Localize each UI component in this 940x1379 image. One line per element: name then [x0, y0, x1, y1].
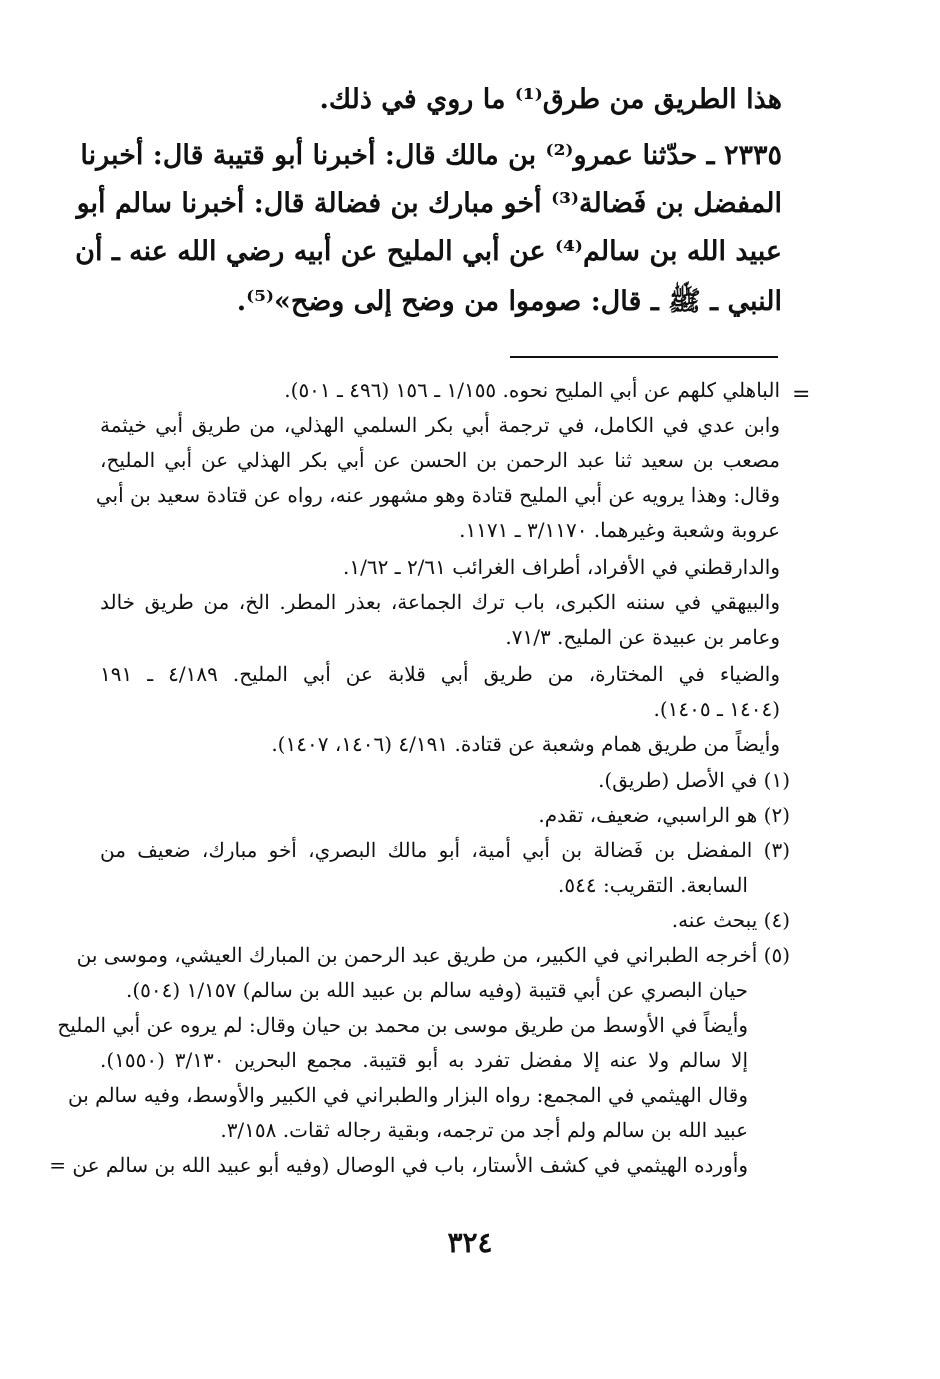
footnote-line: والبيهقي في سننه الكبرى، باب ترك الجماعة، بعذر المطر. الخ، من طريق خالد: [100, 590, 780, 614]
footnote-line: عروبة وشعبة وغيرهما. ٣/١١٧٠ ـ ١١٧١.: [459, 518, 780, 542]
hadith-2335-line-3: عبيد الله بن سالم⁽⁴⁾ عن أبي المليح عن أبيه رضي الله عنه ـ أن: [75, 236, 782, 267]
footnote-line: وقال: وهذا يرويه عن أبي المليح قتادة وهو مشهور عنه، رواه عن قتادة سعيد بن أبي: [95, 483, 780, 507]
footnote-5-cont: وأيضاً في الأوسط من طريق موسى بن محمد بن حيان وقال: لم يروه عن أبي المليح: [57, 1013, 748, 1037]
main-line-1: هذا الطريق من طرق⁽¹⁾ ما روي في ذلك.: [319, 84, 782, 115]
hadith-2335-line-1: ٢٣٣٥ ـ حدّثنا عمرو⁽²⁾ بن مالك قال: أخبرنا أبو قتيبة قال: أخبرنا: [80, 140, 782, 171]
footnote-5: (٥) أخرجه الطبراني في الكبير، من طريق عبد الرحمن بن المبارك العيشي، وموسى بن: [76, 943, 790, 967]
footnote-line: الباهلي كلهم عن أبي المليح نحوه. ١/١٥٥ ـ ١٥٦ (٤٩٦ ـ ٥٠١).: [284, 378, 780, 402]
hadith-2335-line-4: النبي ـ ﷺ ـ قال: صوموا من وضح إلى وضح»⁽⁵⁾.: [236, 286, 782, 317]
footnote-line: والضياء في المختارة، من طريق أبي قلابة عن أبي المليح. ٤/١٨٩ ـ ١٩١: [100, 662, 781, 686]
footnote-3: (٣) المفضل بن فَضالة بن أبي أمية، أبو مالك البصري، أخو مبارك، ضعيف من: [100, 838, 790, 862]
footnote-5-cont: إلا سالم ولا عنه إلا مفضل تفرد به أبو قتيبة. مجمع البحرين ٣/١٣٠ (١٥٥٠).: [100, 1048, 748, 1072]
footnote-4: (٤) يبحث عنه.: [671, 908, 790, 932]
footnote-5-cont: وقال الهيثمي في المجمع: رواه البزار والطبراني في الكبير والأوسط، وفيه سالم بن: [68, 1083, 748, 1107]
footnote-2: (٢) هو الراسبي، ضعيف، تقدم.: [538, 803, 790, 827]
footnote-line: وأيضاً من طريق همام وشعبة عن قتادة. ٤/١٩١ (١٤٠٦، ١٤٠٧).: [271, 732, 780, 756]
footnote-5-cont: حيان البصري عن أبي قتيبة (وفيه سالم بن عبيد الله بن سالم) ١/١٥٧ (٥٠٤).: [126, 978, 748, 1002]
footnote-5-cont: وأورده الهيثمي في كشف الأستار، باب في الوصال (وفيه أبو عبيد الله بن سالم عن =: [49, 1153, 748, 1177]
footnote-line: (١٤٠٤ ـ ١٤٠٥).: [653, 697, 780, 721]
hadith-2335-line-2: المفضل بن فَضالة⁽³⁾ أخو مبارك بن فضالة قال: أخبرنا سالم أبو: [76, 188, 782, 219]
footnote-line: والدارقطني في الأفراد، أطراف الغرائب ٢/٦١ ـ ١/٦٢.: [343, 555, 780, 579]
footnote-5-cont: عبيد الله بن سالم ولم أجد من ترجمه، وبقية رجاله ثقات. ٣/١٥٨.: [220, 1118, 748, 1142]
continuation-mark: =: [792, 382, 811, 407]
footnote-line: وعامر بن عبيدة عن المليح. ٧١/٣.: [505, 625, 780, 649]
footnote-3-cont: السابعة. التقريب: ٥٤٤.: [558, 873, 748, 897]
page-number: ٣٢٤: [447, 1226, 493, 1259]
footnote-line: مصعب بن سعيد ثنا عبد الرحمن بن الحسن عن أبي بكر الهذلي عن أبي المليح،: [100, 448, 780, 472]
footnote-line: وابن عدي في الكامل، في ترجمة أبي بكر السلمي الهذلي، من طريق أبي خيثمة: [100, 413, 780, 437]
footnote-1: (١) في الأصل (طريق).: [598, 768, 790, 792]
footnote-separator: [510, 356, 778, 358]
